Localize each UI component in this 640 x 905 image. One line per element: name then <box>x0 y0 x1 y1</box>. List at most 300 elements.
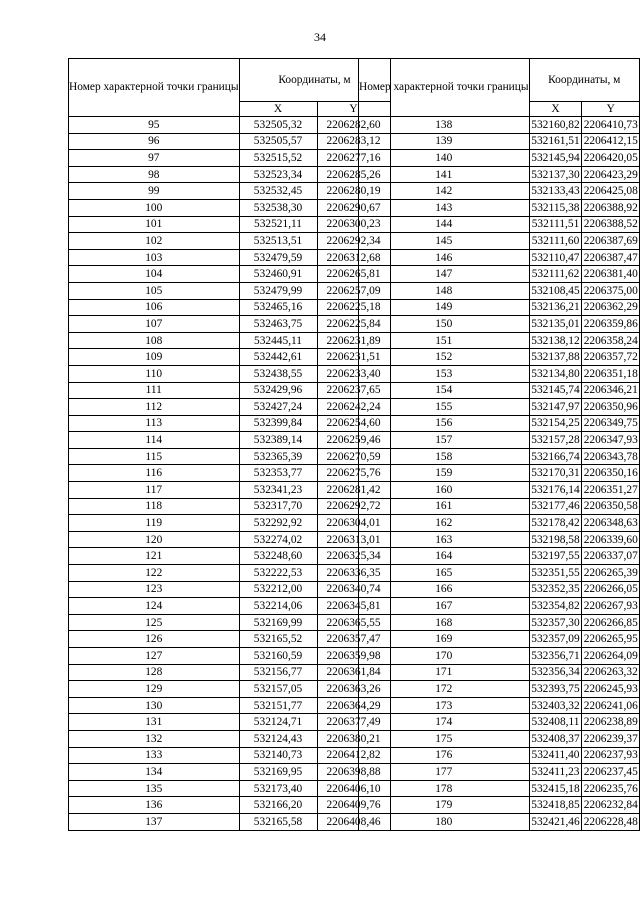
x-coordinate-cell: 532111,62 <box>529 266 582 283</box>
point-number-cell: 149 <box>359 299 530 316</box>
x-coordinate-cell: 532292,92 <box>239 515 317 532</box>
x-coordinate-cell: 532147,97 <box>529 399 582 416</box>
x-coordinate-cell: 532166,20 <box>239 797 317 814</box>
y-coordinate-cell: 2206231,89 <box>317 332 390 349</box>
y-coordinate-cell: 2206347,93 <box>582 432 640 449</box>
point-number-cell: 164 <box>359 548 530 565</box>
page-number: 34 <box>314 30 326 44</box>
point-number-cell: 148 <box>359 282 530 299</box>
table-row <box>359 598 640 615</box>
x-coordinate-cell: 532115,38 <box>529 199 582 216</box>
x-coordinate-cell: 532479,99 <box>239 282 317 299</box>
y-coordinate-cell: 2206340,74 <box>317 581 390 598</box>
table-row <box>359 482 640 499</box>
y-coordinate-cell: 2206239,37 <box>582 730 640 747</box>
point-number-cell: 129 <box>69 681 240 698</box>
table-row <box>359 648 640 665</box>
table-row <box>69 216 391 233</box>
y-header: Y <box>582 102 640 117</box>
table-row <box>359 515 640 532</box>
point-number-cell: 137 <box>69 813 240 830</box>
table-row <box>69 631 391 648</box>
point-number-cell: 172 <box>359 681 530 698</box>
point-number-cell: 136 <box>69 797 240 814</box>
table-row <box>359 581 640 598</box>
point-number-cell: 171 <box>359 664 530 681</box>
x-coordinate-cell: 532110,47 <box>529 249 582 266</box>
x-coordinate-cell: 532156,77 <box>239 664 317 681</box>
point-number-cell: 154 <box>359 382 530 399</box>
table-row <box>359 316 640 333</box>
y-coordinate-cell: 2206339,60 <box>582 531 640 548</box>
y-coordinate-cell: 2206235,76 <box>582 780 640 797</box>
x-coordinate-cell: 532513,51 <box>239 233 317 250</box>
point-number-cell: 100 <box>69 199 240 216</box>
point-number-cell: 103 <box>69 249 240 266</box>
table-row <box>69 432 391 449</box>
point-number-cell: 176 <box>359 747 530 764</box>
y-coordinate-cell: 2206266,05 <box>582 581 640 598</box>
point-number-cell: 125 <box>69 614 240 631</box>
point-number-cell: 179 <box>359 797 530 814</box>
y-coordinate-cell: 2206245,93 <box>582 681 640 698</box>
x-coordinate-cell: 532161,51 <box>529 133 582 150</box>
x-coordinate-cell: 532151,77 <box>239 697 317 714</box>
table-row <box>359 448 640 465</box>
x-coordinate-cell: 532411,40 <box>529 747 582 764</box>
x-coordinate-cell: 532411,23 <box>529 764 582 781</box>
y-coordinate-cell: 2206312,68 <box>317 249 390 266</box>
table-row <box>359 150 640 167</box>
table-row <box>359 266 640 283</box>
point-number-cell: 122 <box>69 565 240 582</box>
point-number-cell: 114 <box>69 432 240 449</box>
point-number-cell: 112 <box>69 399 240 416</box>
point-number-cell: 124 <box>69 598 240 615</box>
table-row <box>69 498 391 515</box>
table-row <box>69 365 391 382</box>
table-row <box>69 282 391 299</box>
y-coordinate-cell: 2206412,82 <box>317 747 390 764</box>
x-coordinate-cell: 532135,01 <box>529 316 582 333</box>
x-coordinate-cell: 532389,14 <box>239 432 317 449</box>
table-row <box>359 813 640 830</box>
x-coordinate-cell: 532137,88 <box>529 349 582 366</box>
table-row <box>69 764 391 781</box>
x-coordinate-cell: 532140,73 <box>239 747 317 764</box>
y-coordinate-cell: 2206254,60 <box>317 415 390 432</box>
point-number-cell: 107 <box>69 316 240 333</box>
coordinates-table-left <box>68 58 391 831</box>
y-coordinate-cell: 2206350,58 <box>582 498 640 515</box>
point-number-cell: 177 <box>359 764 530 781</box>
y-coordinate-cell: 2206365,55 <box>317 614 390 631</box>
table-row <box>359 399 640 416</box>
y-coordinate-cell: 2206381,40 <box>582 266 640 283</box>
table-row <box>359 216 640 233</box>
point-number-cell: 180 <box>359 813 530 830</box>
point-number-cell: 99 <box>69 183 240 200</box>
y-coordinate-cell: 2206388,52 <box>582 216 640 233</box>
table-row <box>359 631 640 648</box>
x-coordinate-cell: 532357,30 <box>529 614 582 631</box>
x-coordinate-cell: 532108,45 <box>529 282 582 299</box>
y-coordinate-cell: 2206237,65 <box>317 382 390 399</box>
point-number-cell: 166 <box>359 581 530 598</box>
x-coordinate-cell: 532177,46 <box>529 498 582 515</box>
table-row <box>69 581 391 598</box>
y-coordinate-cell: 2206359,98 <box>317 648 390 665</box>
x-coordinate-cell: 532463,75 <box>239 316 317 333</box>
table-row <box>69 797 391 814</box>
point-number-cell: 104 <box>69 266 240 283</box>
y-coordinate-cell: 2206375,00 <box>582 282 640 299</box>
point-number-cell: 150 <box>359 316 530 333</box>
x-coordinate-cell: 532173,40 <box>239 780 317 797</box>
point-number-header: Номер характерной точки границы <box>359 59 530 117</box>
y-coordinate-cell: 2206281,42 <box>317 482 390 499</box>
table-row <box>69 249 391 266</box>
point-number-cell: 162 <box>359 515 530 532</box>
y-coordinate-cell: 2206263,32 <box>582 664 640 681</box>
table-row <box>69 183 391 200</box>
y-coordinate-cell: 2206337,07 <box>582 548 640 565</box>
y-coordinate-cell: 2206300,23 <box>317 216 390 233</box>
y-coordinate-cell: 2206325,34 <box>317 548 390 565</box>
y-coordinate-cell: 2206359,86 <box>582 316 640 333</box>
x-coordinate-cell: 532393,75 <box>529 681 582 698</box>
y-coordinate-cell: 2206280,19 <box>317 183 390 200</box>
point-number-cell: 165 <box>359 565 530 582</box>
y-coordinate-cell: 2206285,26 <box>317 166 390 183</box>
x-coordinate-cell: 532169,99 <box>239 614 317 631</box>
point-number-cell: 120 <box>69 531 240 548</box>
table-row <box>359 614 640 631</box>
y-coordinate-cell: 2206225,84 <box>317 316 390 333</box>
point-number-cell: 169 <box>359 631 530 648</box>
table-row <box>359 249 640 266</box>
x-coordinate-cell: 532399,84 <box>239 415 317 432</box>
x-coordinate-cell: 532421,46 <box>529 813 582 830</box>
table-row <box>359 764 640 781</box>
table-row <box>69 448 391 465</box>
point-number-cell: 155 <box>359 399 530 416</box>
y-coordinate-cell: 2206351,27 <box>582 482 640 499</box>
x-header: X <box>529 102 582 117</box>
point-number-cell: 105 <box>69 282 240 299</box>
y-coordinate-cell: 2206387,69 <box>582 233 640 250</box>
y-coordinate-cell: 2206420,05 <box>582 150 640 167</box>
point-number-cell: 135 <box>69 780 240 797</box>
table-row <box>69 199 391 216</box>
point-number-cell: 132 <box>69 730 240 747</box>
x-coordinate-cell: 532445,11 <box>239 332 317 349</box>
table-row <box>359 133 640 150</box>
table-row <box>69 266 391 283</box>
y-coordinate-cell: 2206388,92 <box>582 199 640 216</box>
y-coordinate-cell: 2206282,60 <box>317 117 390 134</box>
point-number-cell: 130 <box>69 697 240 714</box>
table-row <box>69 515 391 532</box>
x-coordinate-cell: 532353,77 <box>239 465 317 482</box>
table-row <box>359 349 640 366</box>
x-coordinate-cell: 532357,09 <box>529 631 582 648</box>
x-coordinate-cell: 532538,30 <box>239 199 317 216</box>
x-coordinate-cell: 532403,32 <box>529 697 582 714</box>
table-row <box>359 747 640 764</box>
x-coordinate-cell: 532136,21 <box>529 299 582 316</box>
x-coordinate-cell: 532176,14 <box>529 482 582 499</box>
x-coordinate-cell: 532356,71 <box>529 648 582 665</box>
point-number-cell: 121 <box>69 548 240 565</box>
x-coordinate-cell: 532170,31 <box>529 465 582 482</box>
table-row <box>359 664 640 681</box>
y-coordinate-cell: 2206351,18 <box>582 365 640 382</box>
y-coordinate-cell: 2206358,24 <box>582 332 640 349</box>
table-row <box>69 299 391 316</box>
x-coordinate-cell: 532532,45 <box>239 183 317 200</box>
y-coordinate-cell: 2206237,93 <box>582 747 640 764</box>
y-coordinate-cell: 2206242,24 <box>317 399 390 416</box>
y-coordinate-cell: 2206241,06 <box>582 697 640 714</box>
table-row <box>359 282 640 299</box>
table-row <box>69 730 391 747</box>
table-row <box>359 199 640 216</box>
x-coordinate-cell: 532351,55 <box>529 565 582 582</box>
table-row <box>69 349 391 366</box>
table-row <box>69 166 391 183</box>
y-coordinate-cell: 2206313,01 <box>317 531 390 548</box>
x-coordinate-cell: 532169,95 <box>239 764 317 781</box>
y-coordinate-cell: 2206348,63 <box>582 515 640 532</box>
y-coordinate-cell: 2206237,45 <box>582 764 640 781</box>
point-number-cell: 108 <box>69 332 240 349</box>
y-coordinate-cell: 2206398,88 <box>317 764 390 781</box>
x-coordinate-cell: 532248,60 <box>239 548 317 565</box>
x-coordinate-cell: 532429,96 <box>239 382 317 399</box>
y-coordinate-cell: 2206423,29 <box>582 166 640 183</box>
y-coordinate-cell: 2206283,12 <box>317 133 390 150</box>
y-coordinate-cell: 2206264,09 <box>582 648 640 665</box>
table-row <box>69 150 391 167</box>
y-coordinate-cell: 2206225,18 <box>317 299 390 316</box>
x-coordinate-cell: 532157,05 <box>239 681 317 698</box>
table-row <box>69 681 391 698</box>
y-coordinate-cell: 2206345,81 <box>317 598 390 615</box>
x-coordinate-cell: 532427,24 <box>239 399 317 416</box>
x-coordinate-cell: 532354,82 <box>529 598 582 615</box>
table-row <box>69 548 391 565</box>
point-number-cell: 175 <box>359 730 530 747</box>
point-number-header: Номер характерной точки границы <box>69 59 240 117</box>
table-row <box>359 780 640 797</box>
y-coordinate-cell: 2206336,35 <box>317 565 390 582</box>
coordinates-table-right <box>358 58 640 831</box>
table-row <box>359 415 640 432</box>
y-coordinate-cell: 2206343,78 <box>582 448 640 465</box>
y-coordinate-cell: 2206275,76 <box>317 465 390 482</box>
point-number-cell: 173 <box>359 697 530 714</box>
x-coordinate-cell: 532365,39 <box>239 448 317 465</box>
x-coordinate-cell: 532274,02 <box>239 531 317 548</box>
point-number-cell: 143 <box>359 199 530 216</box>
point-number-cell: 159 <box>359 465 530 482</box>
table-row <box>359 117 640 134</box>
point-number-cell: 163 <box>359 531 530 548</box>
x-coordinate-cell: 532317,70 <box>239 498 317 515</box>
point-number-cell: 96 <box>69 133 240 150</box>
table-row <box>69 614 391 631</box>
x-coordinate-cell: 532124,43 <box>239 730 317 747</box>
point-number-cell: 106 <box>69 299 240 316</box>
x-coordinate-cell: 532133,43 <box>529 183 582 200</box>
table-row <box>69 531 391 548</box>
y-coordinate-cell: 2206350,16 <box>582 465 640 482</box>
y-coordinate-cell: 2206232,84 <box>582 797 640 814</box>
x-coordinate-cell: 532214,06 <box>239 598 317 615</box>
y-coordinate-cell: 2206364,29 <box>317 697 390 714</box>
table-row <box>359 432 640 449</box>
y-coordinate-cell: 2206265,81 <box>317 266 390 283</box>
x-coordinate-cell: 532111,51 <box>529 216 582 233</box>
y-coordinate-cell: 2206265,39 <box>582 565 640 582</box>
table-row <box>359 548 640 565</box>
y-coordinate-cell: 2206233,40 <box>317 365 390 382</box>
table-row <box>359 299 640 316</box>
x-coordinate-cell: 532460,91 <box>239 266 317 283</box>
y-coordinate-cell: 2206349,75 <box>582 415 640 432</box>
table-row <box>69 465 391 482</box>
y-coordinate-cell: 2206377,49 <box>317 714 390 731</box>
table-row <box>69 233 391 250</box>
x-coordinate-cell: 532160,82 <box>529 117 582 134</box>
x-coordinate-cell: 532157,28 <box>529 432 582 449</box>
table-row <box>359 697 640 714</box>
point-number-cell: 109 <box>69 349 240 366</box>
table-row <box>359 465 640 482</box>
y-coordinate-cell: 2206357,47 <box>317 631 390 648</box>
point-number-cell: 138 <box>359 117 530 134</box>
point-number-cell: 115 <box>69 448 240 465</box>
point-number-cell: 139 <box>359 133 530 150</box>
coordinates-header: Координаты, м <box>239 59 390 102</box>
table-row <box>359 565 640 582</box>
point-number-cell: 113 <box>69 415 240 432</box>
table-row <box>69 714 391 731</box>
point-number-cell: 142 <box>359 183 530 200</box>
table-row <box>359 365 640 382</box>
y-coordinate-cell: 2206277,16 <box>317 150 390 167</box>
x-coordinate-cell: 532465,16 <box>239 299 317 316</box>
point-number-cell: 127 <box>69 648 240 665</box>
x-coordinate-cell: 532154,25 <box>529 415 582 432</box>
y-coordinate-cell: 2206406,10 <box>317 780 390 797</box>
table-row <box>69 813 391 830</box>
point-number-cell: 151 <box>359 332 530 349</box>
point-number-cell: 156 <box>359 415 530 432</box>
point-number-cell: 119 <box>69 515 240 532</box>
table-row <box>359 382 640 399</box>
table-row <box>69 415 391 432</box>
point-number-cell: 95 <box>69 117 240 134</box>
x-coordinate-cell: 532138,12 <box>529 332 582 349</box>
table-row <box>359 797 640 814</box>
point-number-cell: 116 <box>69 465 240 482</box>
point-number-cell: 170 <box>359 648 530 665</box>
y-coordinate-cell: 2206346,21 <box>582 382 640 399</box>
x-coordinate-cell: 532505,32 <box>239 117 317 134</box>
x-coordinate-cell: 532166,74 <box>529 448 582 465</box>
table-row <box>69 399 391 416</box>
y-coordinate-cell: 2206409,76 <box>317 797 390 814</box>
table-row <box>69 332 391 349</box>
point-number-cell: 161 <box>359 498 530 515</box>
x-coordinate-cell: 532198,58 <box>529 531 582 548</box>
table-row <box>359 183 640 200</box>
x-coordinate-cell: 532145,94 <box>529 150 582 167</box>
y-coordinate-cell: 2206410,73 <box>582 117 640 134</box>
point-number-cell: 157 <box>359 432 530 449</box>
coordinates-header: Координаты, м <box>529 59 639 102</box>
point-number-cell: 168 <box>359 614 530 631</box>
table-row <box>359 681 640 698</box>
y-coordinate-cell: 2206267,93 <box>582 598 640 615</box>
x-coordinate-cell: 532165,58 <box>239 813 317 830</box>
table-row <box>359 531 640 548</box>
table-row <box>359 498 640 515</box>
point-number-cell: 152 <box>359 349 530 366</box>
point-number-cell: 140 <box>359 150 530 167</box>
y-header: Y <box>317 102 390 117</box>
y-coordinate-cell: 2206231,51 <box>317 349 390 366</box>
table-row <box>69 598 391 615</box>
point-number-cell: 118 <box>69 498 240 515</box>
y-coordinate-cell: 2206290,67 <box>317 199 390 216</box>
y-coordinate-cell: 2206304,01 <box>317 515 390 532</box>
table-row <box>69 482 391 499</box>
x-coordinate-cell: 532505,57 <box>239 133 317 150</box>
x-header: X <box>239 102 317 117</box>
x-coordinate-cell: 532521,11 <box>239 216 317 233</box>
table-row <box>69 664 391 681</box>
point-number-cell: 160 <box>359 482 530 499</box>
x-coordinate-cell: 532222,53 <box>239 565 317 582</box>
y-coordinate-cell: 2206270,59 <box>317 448 390 465</box>
point-number-cell: 111 <box>69 382 240 399</box>
point-number-cell: 123 <box>69 581 240 598</box>
x-coordinate-cell: 532438,55 <box>239 365 317 382</box>
y-coordinate-cell: 2206357,72 <box>582 349 640 366</box>
x-coordinate-cell: 532415,18 <box>529 780 582 797</box>
point-number-cell: 97 <box>69 150 240 167</box>
x-coordinate-cell: 532111,60 <box>529 233 582 250</box>
x-coordinate-cell: 532515,52 <box>239 150 317 167</box>
point-number-cell: 146 <box>359 249 530 266</box>
x-coordinate-cell: 532124,71 <box>239 714 317 731</box>
y-coordinate-cell: 2206257,09 <box>317 282 390 299</box>
point-number-cell: 174 <box>359 714 530 731</box>
y-coordinate-cell: 2206380,21 <box>317 730 390 747</box>
table-row <box>359 714 640 731</box>
y-coordinate-cell: 2206259,46 <box>317 432 390 449</box>
table-row <box>69 117 391 134</box>
y-coordinate-cell: 2206361,84 <box>317 664 390 681</box>
table-row <box>359 166 640 183</box>
table-row <box>69 697 391 714</box>
point-number-cell: 128 <box>69 664 240 681</box>
point-number-cell: 110 <box>69 365 240 382</box>
table-row <box>69 382 391 399</box>
